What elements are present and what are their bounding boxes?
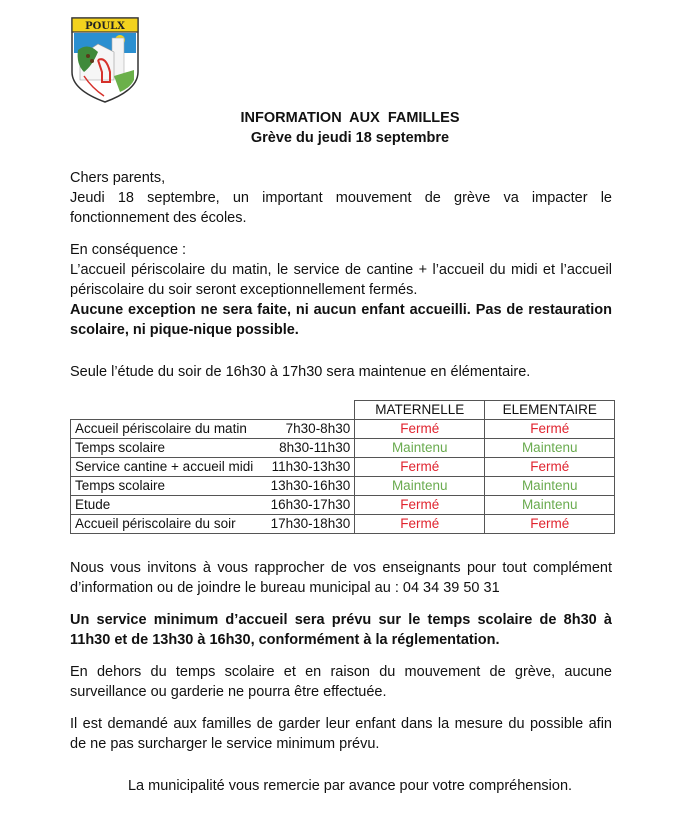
time-cell: 11h30-13h30 — [257, 458, 355, 477]
table-header-row — [71, 401, 615, 420]
maternelle-status: Fermé — [355, 420, 485, 439]
crest-label: POULX — [85, 21, 125, 32]
request-paragraph: Il est demandé aux familles de garder leur enfant dans la mesure du possible afin de ne pas surcharger le service minimum prévu. — [70, 716, 612, 752]
table-row — [71, 515, 615, 534]
minimum-service-block — [70, 610, 612, 650]
intro-block — [70, 168, 612, 228]
activity-cell: Service cantine + accueil midi — [71, 458, 258, 477]
contact-paragraph: Nous vous invitons à vous rapprocher de vos enseignants pour tout complément d’information ou de joindre le bureau municipal au : 04 34 39 50 31 — [70, 560, 612, 596]
maternelle-status: Fermé — [355, 458, 485, 477]
activity-cell: Temps scolaire — [71, 439, 258, 458]
time-cell: 13h30-16h30 — [257, 477, 355, 496]
poulx-crest-logo — [70, 16, 140, 104]
elementaire-status: Fermé — [485, 458, 615, 477]
header-elementaire: ELEMENTAIRE — [485, 401, 615, 420]
elementaire-status: Fermé — [485, 515, 615, 534]
document-title: INFORMATION AUX FAMILLES — [240, 110, 460, 126]
consequence-label: En conséquence : — [70, 242, 187, 258]
table-row — [71, 496, 615, 515]
time-cell: 17h30-18h30 — [257, 515, 355, 534]
table-row — [71, 477, 615, 496]
header-blank — [257, 401, 355, 420]
closing-line: La municipalité vous remercie par avance pour votre compréhension. — [127, 778, 573, 794]
maternelle-status: Maintenu — [355, 477, 485, 496]
time-cell: 8h30-11h30 — [257, 439, 355, 458]
elementaire-status: Maintenu — [485, 496, 615, 515]
time-cell: 16h30-17h30 — [257, 496, 355, 515]
minimum-service-paragraph: Un service minimum d’accueil sera prévu sur le temps scolaire de 8h30 à 11h30 et de 13h30 à 16h30, conformément à la réglementation. — [70, 612, 612, 648]
no-supervision-block — [70, 662, 612, 702]
document-heading — [0, 108, 700, 148]
table-row — [71, 439, 615, 458]
maternelle-status: Fermé — [355, 515, 485, 534]
etude-block — [70, 362, 612, 382]
maternelle-status: Fermé — [355, 496, 485, 515]
contact-block — [70, 558, 612, 598]
consequence-text: L’accueil périscolaire du matin, le service de cantine + l’accueil du midi et l’accueil périscolaire du soir seront exceptionnellement fermés. — [70, 262, 612, 298]
intro-paragraph: Jeudi 18 septembre, un important mouvement de grève va impacter le fonctionnement des écoles. — [70, 190, 612, 226]
no-supervision-paragraph: En dehors du temps scolaire et en raison du mouvement de grève, aucune surveillance ou garderie ne pourra être effectuée. — [70, 664, 612, 700]
schedule-table — [70, 400, 615, 534]
elementaire-status: Maintenu — [485, 439, 615, 458]
activity-cell: Temps scolaire — [71, 477, 258, 496]
header-maternelle: MATERNELLE — [355, 401, 485, 420]
document-subtitle: Grève du jeudi 18 septembre — [250, 130, 450, 146]
etude-paragraph: Seule l’étude du soir de 16h30 à 17h30 sera maintenue en élémentaire. — [70, 364, 531, 380]
greeting: Chers parents, — [70, 170, 166, 186]
consequence-block — [70, 240, 612, 340]
table-row — [71, 420, 615, 439]
table-row — [71, 458, 615, 477]
header-blank — [71, 401, 258, 420]
elementaire-status: Maintenu — [485, 477, 615, 496]
time-cell: 7h30-8h30 — [257, 420, 355, 439]
activity-cell: Accueil périscolaire du matin — [71, 420, 258, 439]
no-exception-notice: Aucune exception ne sera faite, ni aucun enfant accueilli. Pas de restauration scolaire, ni pique-nique possible. — [70, 302, 612, 338]
request-block — [70, 714, 612, 754]
maternelle-status: Maintenu — [355, 439, 485, 458]
elementaire-status: Fermé — [485, 420, 615, 439]
activity-cell: Accueil périscolaire du soir — [71, 515, 258, 534]
activity-cell: Etude — [71, 496, 258, 515]
